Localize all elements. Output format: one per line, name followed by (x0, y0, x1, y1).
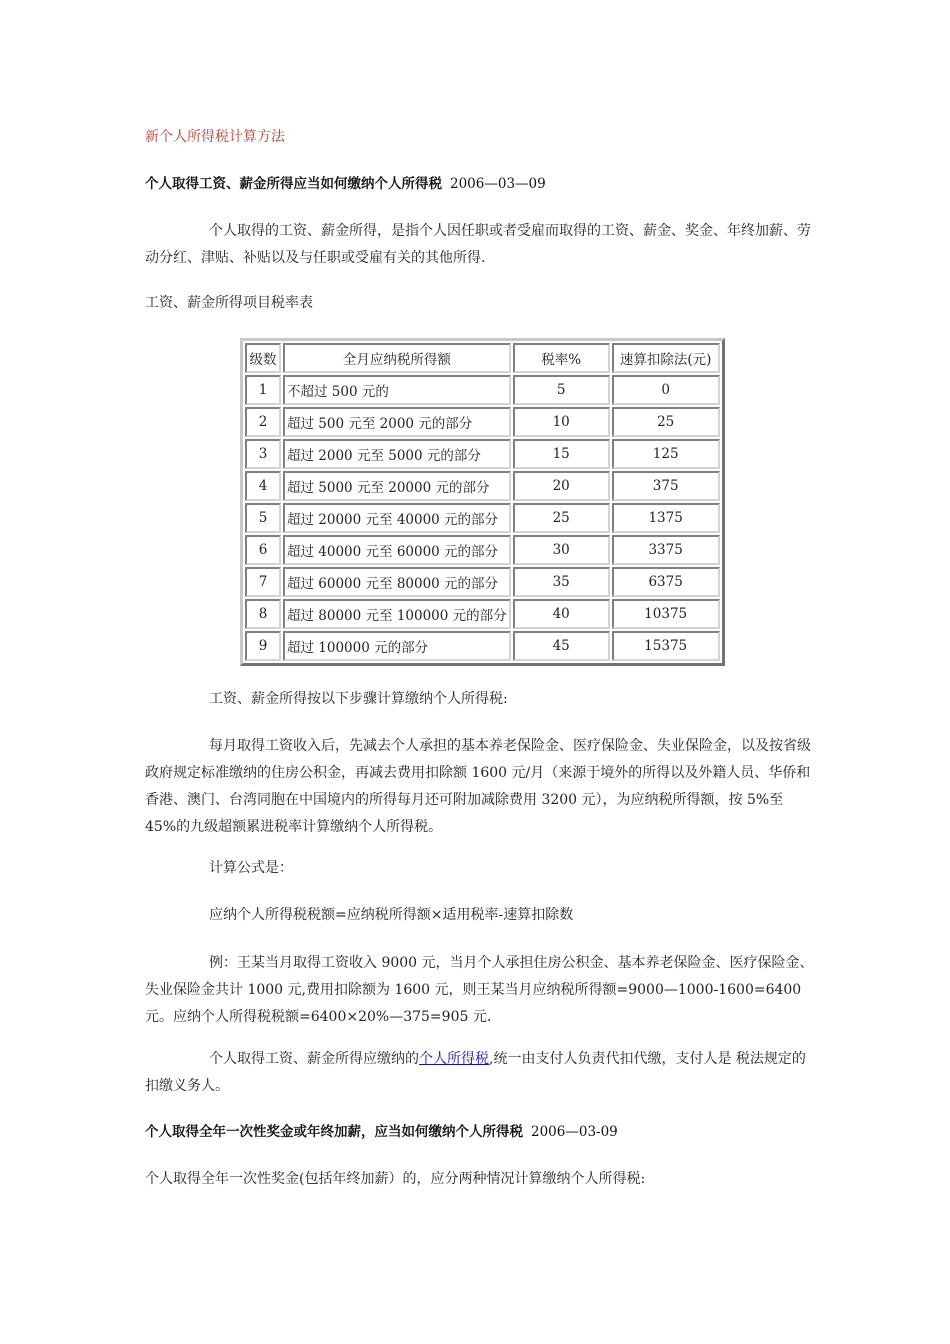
cell-income-range: 超过 5000 元至 20000 元的部分 (283, 471, 511, 501)
cell-level: 3 (245, 439, 281, 469)
cell-deduction: 125 (612, 439, 720, 469)
formula-label: 计算公式是： (209, 860, 293, 876)
table-header-row (245, 343, 720, 373)
cell-income-range: 超过 100000 元的部分 (283, 631, 511, 661)
heading-text: 个人取得全年一次性奖金或年终加薪，应当如何缴纳个人所得税 (145, 1124, 523, 1140)
table-row (245, 503, 720, 533)
heading-text: 个人取得工资、薪金所得应当如何缴纳个人所得税 (145, 176, 442, 192)
formula-text: 应纳个人所得税税额=应纳税所得额×适用税率-速算扣除数 (209, 907, 574, 923)
header-rate: 税率% (513, 343, 610, 373)
table-row (245, 599, 720, 629)
header-level: 级数 (245, 343, 281, 373)
cell-income-range: 超过 500 元至 2000 元的部分 (283, 407, 511, 437)
withholding-text-before: 个人取得工资、薪金所得应缴纳的 (209, 1051, 419, 1067)
cell-level: 9 (245, 631, 281, 661)
section-heading-salary (145, 171, 546, 198)
cell-deduction: 6375 (612, 567, 720, 597)
cell-income-range: 超过 80000 元至 100000 元的部分 (283, 599, 511, 629)
table-row (245, 631, 720, 661)
table-row (245, 471, 720, 501)
cell-income-range: 超过 2000 元至 5000 元的部分 (283, 439, 511, 469)
cell-deduction: 375 (612, 471, 720, 501)
cell-rate: 15 (513, 439, 610, 469)
cell-deduction: 25 (612, 407, 720, 437)
tax-rate-table (240, 338, 725, 666)
table-row (245, 535, 720, 565)
cell-deduction: 1375 (612, 503, 720, 533)
cell-level: 7 (245, 567, 281, 597)
example-paragraph: 例：王某当月取得工资收入 9000 元，当月个人承担住房公积金、基本养老保险金、医疗保险金、失业保险金共计 1000 元,费用扣除额为 1600 元，则王某当月应纳税所得额=9000—1000-1600=6400 元。应纳个人所得税税额=6400×20%—375=905 元. (145, 955, 814, 1025)
cell-rate: 25 (513, 503, 610, 533)
heading-date: 2006—03-09 (531, 1124, 618, 1140)
cell-level: 5 (245, 503, 281, 533)
cell-income-range: 超过 60000 元至 80000 元的部分 (283, 567, 511, 597)
steps-intro: 工资、薪金所得按以下步骤计算缴纳个人所得税: (209, 691, 508, 707)
document-title: 新个人所得税计算方法 (145, 129, 285, 145)
cell-income-range: 超过 20000 元至 40000 元的部分 (283, 503, 511, 533)
table-row (245, 567, 720, 597)
cell-level: 6 (245, 535, 281, 565)
table-row (245, 375, 720, 405)
bonus-paragraph: 个人取得全年一次性奖金(包括年终加薪）的，应分两种情况计算缴纳个人所得税: (145, 1171, 646, 1187)
withholding-paragraph (145, 1046, 815, 1100)
table-row (245, 439, 720, 469)
cell-rate: 10 (513, 407, 610, 437)
cell-level: 2 (245, 407, 281, 437)
header-income-range: 全月应纳税所得额 (283, 343, 511, 373)
cell-level: 4 (245, 471, 281, 501)
cell-deduction: 0 (612, 375, 720, 405)
cell-rate: 30 (513, 535, 610, 565)
withholding-text-after: ,统一由支付人负责代扣代缴，支付人是 税法规定的扣缴义务人。 (145, 1051, 806, 1094)
cell-rate: 20 (513, 471, 610, 501)
cell-rate: 40 (513, 599, 610, 629)
income-tax-link[interactable]: 个人所得税 (419, 1051, 489, 1067)
cell-deduction: 15375 (612, 631, 720, 661)
table-caption: 工资、薪金所得项目税率表 (145, 295, 313, 311)
section-heading-bonus (145, 1119, 618, 1146)
cell-income-range: 超过 40000 元至 60000 元的部分 (283, 535, 511, 565)
cell-income-range: 不超过 500 元的 (283, 375, 511, 405)
steps-paragraph: 每月取得工资收入后，先减去个人承担的基本养老保险金、医疗保险金、失业保险金，以及按省级政府规定标准缴纳的住房公积金，再减去费用扣除额 1600 元/月（来源于境外的所得以及外籍人员、华侨和香港、澳门、台湾同胞在中国境内的所得每月还可附加减除费用 3200 元），为应纳税所得额，按 5%至 45%的九级超额累进税率计算缴纳个人所得税。 (145, 738, 811, 835)
intro-paragraph: 个人取得的工资、薪金所得，是指个人因任职或者受雇而取得的工资、薪金、奖金、年终加薪、劳动分红、津贴、补贴以及与任职或受雇有关的其他所得. (145, 223, 811, 266)
cell-rate: 5 (513, 375, 610, 405)
header-deduction: 速算扣除法(元) (612, 343, 720, 373)
cell-rate: 35 (513, 567, 610, 597)
cell-rate: 45 (513, 631, 610, 661)
cell-deduction: 10375 (612, 599, 720, 629)
cell-level: 1 (245, 375, 281, 405)
heading-date: 2006—03—09 (450, 176, 546, 192)
cell-deduction: 3375 (612, 535, 720, 565)
cell-level: 8 (245, 599, 281, 629)
table-row (245, 407, 720, 437)
